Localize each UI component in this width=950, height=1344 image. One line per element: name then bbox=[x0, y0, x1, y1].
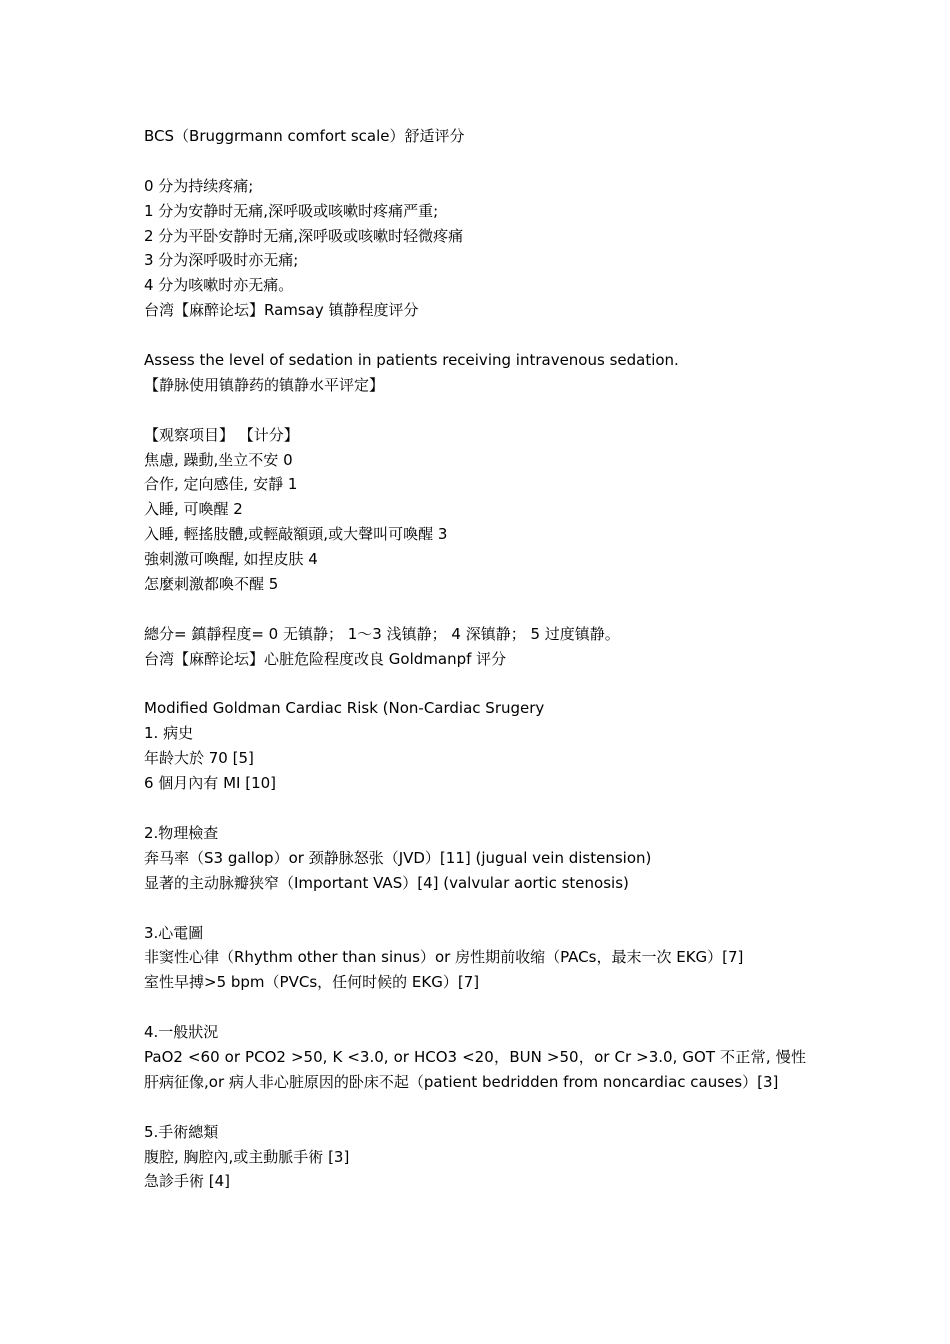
ramsay-title: 台湾【麻醉论坛】Ramsay 镇静程度评分 bbox=[144, 301, 419, 320]
ramsay-intro-en: Assess the level of sedation in patients receiving intravenous sedation. bbox=[144, 351, 679, 370]
spacer bbox=[144, 323, 806, 348]
section-item: 急診手術 [4] bbox=[144, 1172, 231, 1191]
spacer bbox=[144, 995, 806, 1020]
section-item: 6 個月內有 MI [10] bbox=[144, 774, 277, 793]
section-heading: 4.一般狀況 bbox=[144, 1023, 219, 1042]
ramsay-item: 怎麼刺激都喚不醒 5 bbox=[144, 575, 279, 594]
section-item: 显著的主动脉瓣狭窄（Important VAS）[4] (valvular aortic stenosis) bbox=[144, 873, 629, 892]
spacer bbox=[144, 896, 806, 921]
document-page bbox=[144, 124, 806, 1194]
ramsay-item: 入睡, 輕搖肢體,或輕敲額頭,或大聲叫可喚醒 3 bbox=[144, 525, 448, 544]
spacer bbox=[144, 796, 806, 821]
section-paragraph: PaO2 <60 or PCO2 >50, K <3.0, or HCO3 <20，BUN >50，or Cr >3.0, GOT 不正常, 慢性肝病征像,or 病人非心脏原因的卧床不起（patient bedridden from noncardiac causes）[3] bbox=[144, 1047, 806, 1091]
section-item: 非窦性心律（Rhythm other than sinus）or 房性期前收缩（PACs，最末一次 EKG）[7] bbox=[144, 948, 744, 967]
ramsay-intro-zh: 【静脉使用镇静药的镇静水平评定】 bbox=[144, 375, 385, 394]
section-heading: 2.物理檢查 bbox=[144, 823, 219, 842]
section-item: 年龄大於 70 [5] bbox=[144, 749, 254, 768]
section-item: 奔马率（S3 gallop）or 颈静脉怒张（JVD）[11] (jugual vein distension) bbox=[144, 848, 652, 867]
section-heading: 5.手術總類 bbox=[144, 1122, 219, 1141]
bcs-item: 1 分为安静时无痛,深呼吸或咳嗽时疼痛严重; bbox=[144, 201, 439, 220]
bcs-item: 4 分为咳嗽时亦无痛。 bbox=[144, 276, 294, 295]
ramsay-total: 總分= 鎮靜程度= 0 无镇静； 1～3 浅镇静； 4 深镇静； 5 过度镇静。 bbox=[144, 624, 620, 643]
bcs-title: BCS（Bruggrmann comfort scale）舒适评分 bbox=[144, 127, 465, 145]
ramsay-item: 合作, 定向感佳, 安靜 1 bbox=[144, 475, 298, 494]
ramsay-item: 入睡, 可喚醒 2 bbox=[144, 500, 243, 519]
ramsay-header: 【观察项目】 【计分】 bbox=[144, 425, 299, 444]
spacer bbox=[144, 398, 806, 423]
bcs-item: 3 分为深呼吸时亦无痛; bbox=[144, 251, 299, 270]
bcs-item: 0 分为持续疼痛; bbox=[144, 176, 254, 195]
section-item: 室性早搏>5 bpm（PVCs，任何时候的 EKG）[7] bbox=[144, 973, 480, 992]
bcs-item: 2 分为平卧安静时无痛,深呼吸或咳嗽时轻微疼痛 bbox=[144, 226, 464, 245]
spacer bbox=[144, 672, 806, 697]
ramsay-item: 強刺激可喚醒, 如捏皮肤 4 bbox=[144, 550, 318, 569]
goldman-title: 台湾【麻醉论坛】心脏危险程度改良 Goldmanpf 评分 bbox=[144, 649, 507, 668]
section-heading: 1. 病史 bbox=[144, 724, 194, 743]
spacer bbox=[144, 1095, 806, 1120]
spacer bbox=[144, 149, 806, 174]
section-heading: 3.心電圖 bbox=[144, 923, 204, 942]
section-item: 腹腔, 胸腔內,或主動脈手術 [3] bbox=[144, 1147, 350, 1166]
goldman-subtitle: Modified Goldman Cardiac Risk (Non-Cardiac Srugery bbox=[144, 699, 545, 718]
spacer bbox=[144, 597, 806, 622]
ramsay-item: 焦慮, 躁動,坐立不安 0 bbox=[144, 450, 293, 469]
